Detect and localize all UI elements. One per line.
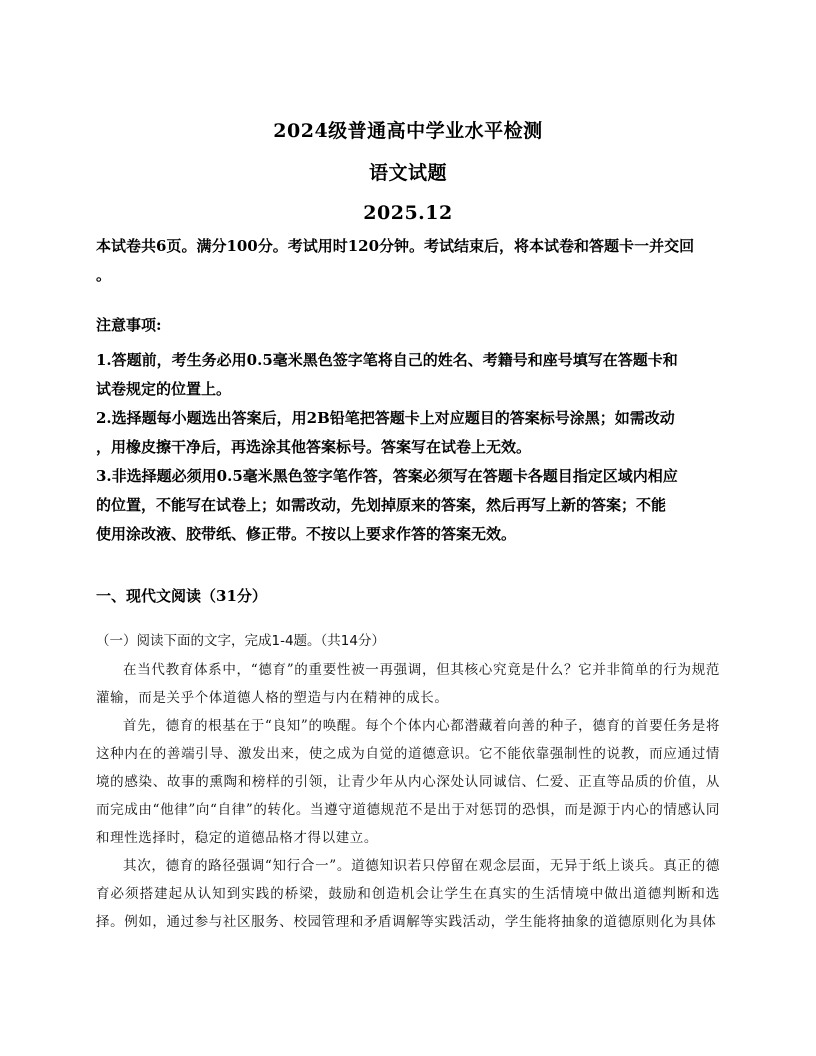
- exam-intro: [96, 232, 720, 290]
- reading-paragraph: 其次，德育的路径强调“知行合一”。道德知识若只停留在观念层面，无异于纸上谈兵。真正的德育必须搭建起从认知到实践的桥梁，鼓励和创造机会让学生在真实的生活情境中做出道德判断和选择。例如，通过参与社区服务、校园管理和矛盾调解等实践活动，学生能将抽象的道德原则化为具体: [96, 858, 720, 930]
- notes-item: ，用橡皮擦干净后，再选涂其他答案标号。答案写在试卷上无效。: [96, 438, 532, 456]
- reading-instructions: （一）阅读下面的文字，完成1-4题。（共14分）: [96, 633, 385, 649]
- subject-title: 语文试题: [368, 162, 447, 184]
- notes-item: 1.答题前，考生务必用0.5毫米黑色签字笔将自己的姓名、考籍号和座号填写在答题卡和: [96, 351, 678, 369]
- notes-item: 试卷规定的位置上。: [96, 380, 232, 398]
- notes-item: 3.非选择题必须用0.5毫米黑色签字笔作答，答案必须写在答题卡各题目指定区域内相应: [96, 467, 678, 485]
- reading-paragraph: 在当代教育体系中，“德育”的重要性被一再强调，但其核心究竟是什么？它并非简单的行为规范灌输，而是关乎个体道德人格的塑造与内在精神的成长。: [96, 662, 720, 706]
- notes-item: 使用涂改液、胶带纸、修正带。不按以上要求作答的答案无效。: [96, 525, 517, 543]
- notes-item: 2.选择题每小题选出答案后，用2B铅笔把答题卡上对应题目的答案标号涂黑；如需改动: [96, 409, 675, 427]
- exam-title: 2024级普通高中学业水平检测: [273, 120, 543, 142]
- notes-heading: 注意事项:: [96, 316, 162, 334]
- intro-line: 本试卷共6页。满分100分。考试用时120分钟。考试结束后，将本试卷和答题卡一并交回: [96, 237, 695, 255]
- intro-line: 。: [96, 266, 112, 284]
- notes-block: [96, 311, 720, 549]
- exam-date: 2025.12: [363, 202, 453, 224]
- notes-item: 的位置，不能写在试卷上；如需改动，先划掉原来的答案，然后再写上新的答案；不能: [96, 496, 667, 514]
- section-heading: 一、现代文阅读（31分）: [96, 587, 267, 605]
- reading-paragraph: 首先，德育的根基在于“良知”的唤醒。每个个体内心都潜藏着向善的种子，德育的首要任务是将这种内在的善端引导、激发出来，使之成为自觉的道德意识。它不能依靠强制性的说教，而应通过情境的感染、故事的熏陶和榜样的引领，让青少年从内心深处认同诚信、仁爱、正直等品质的价值，从而完成由“他律”向“自律”的转化。当遵守道德规范不是出于对惩罚的恐惧，而是源于内心的情感认同和理性选择时，稳定的道德品格才得以建立。: [96, 718, 720, 846]
